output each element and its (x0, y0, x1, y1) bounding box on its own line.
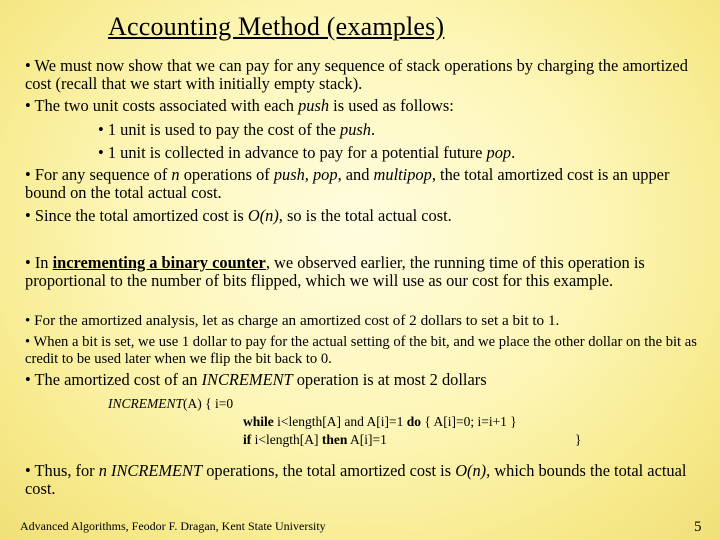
page-number: 5 (694, 519, 702, 535)
paragraph-conclusion: • Thus, for n INCREMENT operations, the total amortized cost is O(n), which bounds the total actual cost. (25, 461, 687, 498)
paragraph-charge-two-dollars: • For the amortized analysis, let as charge an amortized cost of 2 dollars to set a bit to 1. (25, 312, 560, 329)
footer-text: Advanced Algorithms, Feodor F. Dragan, Kent State University (20, 519, 326, 533)
page-title: Accounting Method (examples) (108, 12, 445, 41)
paragraph-total-cost: • Since the total amortized cost is O(n), so is the total actual cost. (25, 206, 452, 225)
paragraph-binary-counter: • In incrementing a binary counter, we observed earlier, the running time of this operation is proportional to the number of bits flipped, which we will use as our cost for this example. (25, 253, 645, 290)
paragraph-increment-cost: • The amortized cost of an INCREMENT operation is at most 2 dollars (25, 370, 487, 389)
sub-bullet-pay-push: • 1 unit is used to pay the cost of the push. (98, 120, 376, 139)
code-closing-brace: } (575, 432, 582, 447)
paragraph-sequence-bound: • For any sequence of n operations of push, pop, and multipop, the total amortized cost is an upper bound on the total actual cost. (25, 165, 670, 202)
paragraph-unit-costs: • The two unit costs associated with each push is used as follows: (25, 96, 454, 115)
sub-bullet-collect-pop: • 1 unit is collected in advance to pay for a potential future pop. (98, 143, 516, 162)
code-line-while: while i<length[A] and A[i]=1 do { A[i]=0; i=i+1 } (243, 414, 517, 429)
binary-counter-link: incrementing a binary counter (52, 253, 266, 272)
code-line-signature: INCREMENT(A) { i=0 (108, 396, 234, 411)
paragraph-credit-on-bit: • When a bit is set, we use 1 dollar to pay for the actual setting of the bit, and we place the other dollar on the bit as credit to be used later when we flip the bit back to 0. (25, 334, 697, 367)
paragraph-stack-operations: • We must now show that we can pay for any sequence of stack operations by charging the amortized cost (recall that we start with initially empty stack). (25, 56, 688, 93)
code-line-if: if i<length[A] then A[i]=1 (243, 432, 387, 447)
